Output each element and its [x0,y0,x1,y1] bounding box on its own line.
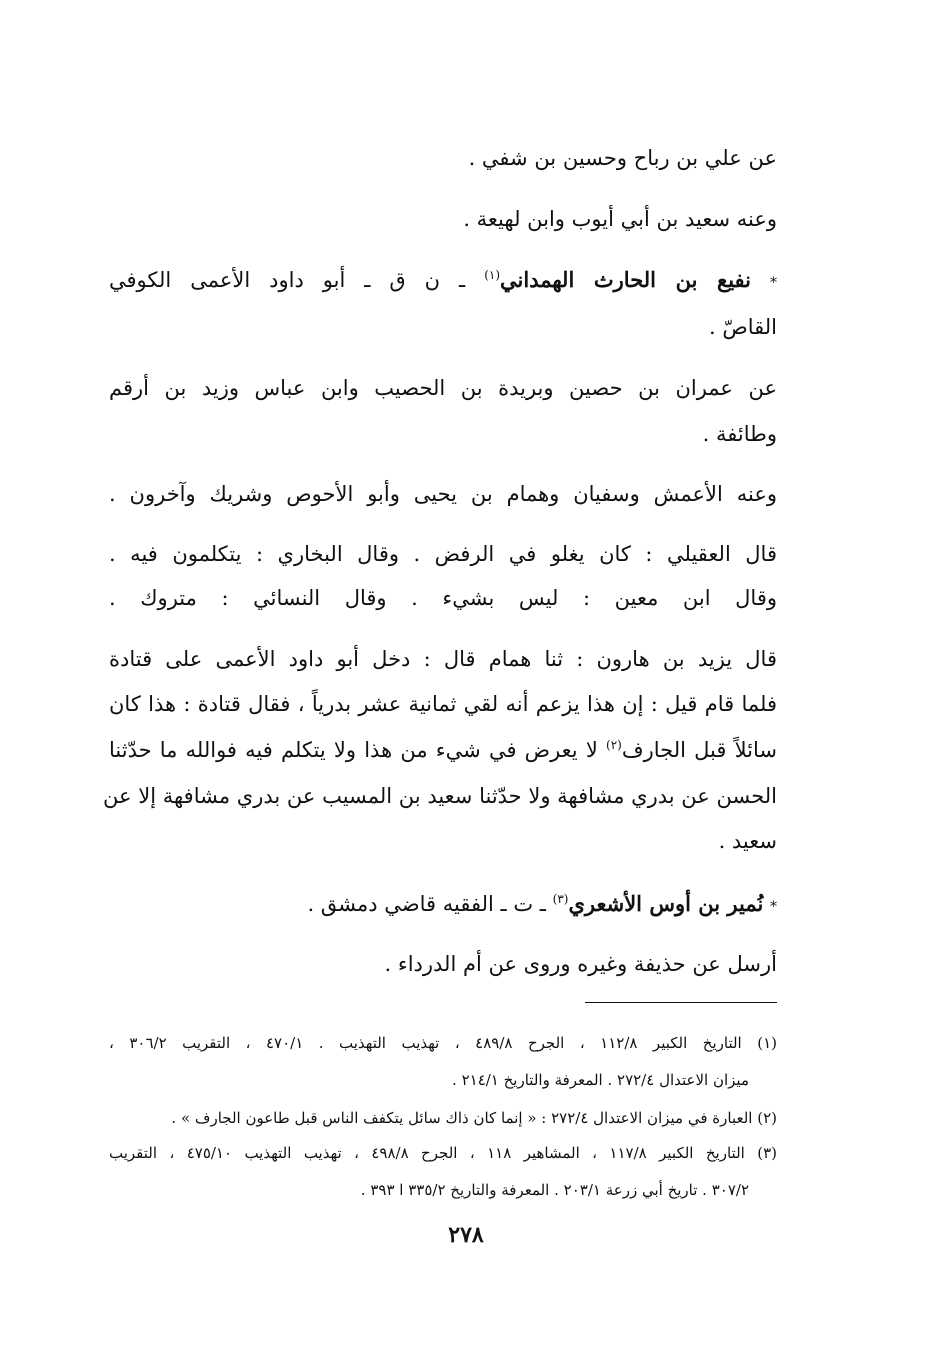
text-line: وعنه سعيد بن أبي أيوب وابن لهيعة . [463,207,777,231]
footnote-ref: (٢) [606,738,622,752]
text-line: وعنه الأعمش وسفيان وهمام بن يحيى وأبو الأحوص وشريك وآخرون . [109,482,777,506]
text-segment: سائلاً قبل الجارف [621,738,777,762]
footnote-2: (٢) العبارة في ميزان الاعتدال ٢٧٢/٤ : « إنما كان ذاك سائل يتكفف الناس قبل طاعون الجارف » . [171,1109,777,1127]
footnote-ref: (٣) [552,892,569,906]
entry-star: * [770,899,777,915]
footnote-3-cont: ٣٠٧/٢ . تاريخ أبي زرعة ٢٠٣/١ . المعرفة والتاريخ ٣٣٥/٢ ا ٣٩٣ . [360,1181,749,1199]
entry-star: * [769,275,777,291]
entry-rest: ـ ت ـ الفقيه قاضي دمشق . [307,892,546,916]
entry-heading-nufay [109,264,777,299]
entry-name: نُمير بن أوس الأشعري [568,891,764,916]
text-line: عن عمران بن حصين وبريدة بن الحصيب وابن عباس وزيد بن أرقم [109,376,777,400]
text-line: أرسل عن حذيفة وغيره وروى عن أم الدرداء . [384,952,777,976]
footnote-1-cont: ميزان الاعتدال ٢٧٢/٤ . المعرفة والتاريخ ٢١٤/١ . [452,1071,749,1089]
text-line: قال يزيد بن هارون : ثنا همام قال : دخل أبو داود الأعمى على قتادة [109,647,777,671]
text-line: فلما قام قيل : إن هذا يزعم أنه لقي ثمانية عشر بدرياً ، فقال قتادة : هذا كان [109,692,777,716]
text-segment: لا يعرض في شيء من هذا ولا يتكلم فيه فوالله ما حدّثنا [109,738,598,762]
text-line: عن علي بن رباح وحسين بن شفي . [468,146,777,170]
footnote-ref: (١) [484,268,501,282]
text-line: القاصّ . [709,315,777,339]
text-line: الحسن عن بدري مشافهة ولا حدّثنا سعيد بن المسيب عن بدري مشافهة إلا عن [103,784,777,808]
entry-name: نفيع بن الحارث الهمداني [500,267,751,292]
text-line: وطائفة . [702,422,777,446]
text-line: سعيد . [718,829,777,853]
text-line [109,734,777,766]
entry-heading-numayr [307,888,777,923]
footnote-3: (٣) التاريخ الكبير ١١٧/٨ ، المشاهير ١١٨ ، الجرح ٤٩٨/٨ ، تهذيب التهذيب ٤٧٥/١٠ ، التقريب [109,1144,777,1162]
footnote-separator [585,1002,777,1003]
page-number: ٢٧٨ [448,1222,484,1248]
entry-rest: ـ ن ق ـ أبو داود الأعمى الكوفي [109,268,466,292]
text-line: وقال ابن معين : ليس بشيء . وقال النسائي : متروك . [109,586,777,610]
footnote-1: (١) التاريخ الكبير ١١٢/٨ ، الجرح ٤٨٩/٨ ، تهذيب التهذيب . ٤٧٠/١ ، التقريب ٣٠٦/٢ ، [109,1034,777,1052]
text-line: قال العقيلي : كان يغلو في الرفض . وقال البخاري : يتكلمون فيه . [109,542,777,566]
